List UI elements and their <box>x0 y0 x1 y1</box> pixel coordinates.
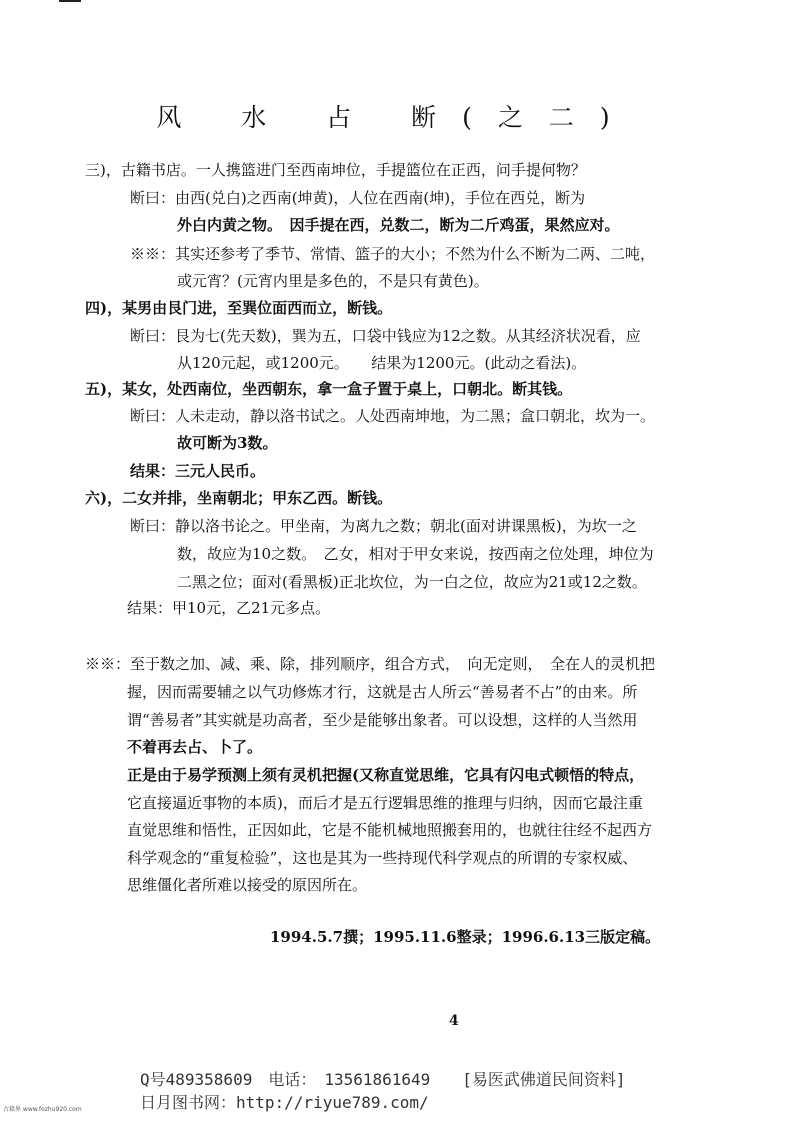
text-line: 断曰：静以洛书论之。甲坐南，为离九之数；朝北(面对讲课黑板)，为坎一之 <box>130 517 637 535</box>
text-line: 断曰：人未走动，静以洛书试之。人处西南坤地，为二黑；盒口朝北，坎为一。 <box>130 407 656 425</box>
top-edge-mark <box>59 0 81 2</box>
text-line: ※※：其实还参考了季节、常情、篮子的大小；不然为什么不断为二两、二吨， <box>130 245 656 263</box>
footer-contact: Q号489358609 电话： 13561861649 [易医武佛道民间资料] <box>140 1070 626 1089</box>
text-line: 数，故应为10之数。 乙女，相对于甲女来说，按西南之位处理，坤位为 <box>177 545 654 563</box>
text-line: 结果：甲10元，乙21元多点。 <box>127 599 331 617</box>
text-line: 六)，二女并排，坐南朝北；甲东乙西。断钱。 <box>85 489 393 507</box>
date-line: 1994.5.7撰；1995.11.6整录；1996.6.13三版定稿。 <box>270 928 661 946</box>
text-line: 外白内黄之物。 因手提在西，兑数二，断为二斤鸡蛋，果然应对。 <box>177 216 620 234</box>
text-line: ※※：至于数之加、减、乘、除，排列顺序，组合方式， 向无定则， 全在人的灵机把 <box>85 655 656 673</box>
text-line: 直觉思维和悟性，正因如此，它是不能机械地照搬套用的，也就往往经不起西方 <box>127 821 653 839</box>
text-line: 谓“善易者”其实就是功高者，至少是能够出象者。可以设想，这样的人当然用 <box>127 711 638 729</box>
text-line: 断曰：由西(兑白)之西南(坤黄)，人位在西南(坤)，手位在西兑，断为 <box>130 189 586 207</box>
text-line: 三)，古籍书店。一人携篮进门至西南坤位，手提篮位在正西，问手提何物？ <box>85 161 586 179</box>
footer-site: 日月图书网：http://riyue789.com/ <box>140 1093 429 1112</box>
text-line: 或元宵？(元宵内里是多色的，不是只有黄色)。 <box>177 272 489 290</box>
text-line: 结果：三元人民币。 <box>130 462 266 480</box>
text-line: 五)，某女，处西南位，坐西朝东，拿一盒子置于桌上，口朝北。断其钱。 <box>85 380 573 398</box>
text-line: 四)，某男由艮门进，至巽位面西而立，断钱。 <box>85 299 393 317</box>
page-number: 4 <box>449 1013 459 1029</box>
page-title: 风 水 占 断(之二) <box>156 103 636 132</box>
text-line: 它直接逼近事物的本质)，而后才是五行逻辑思维的推理与归纳，因而它最注重 <box>127 794 643 812</box>
text-line: 正是由于易学预测上须有灵机把握(又称直觉思维，它具有闪电式顿悟的特点， <box>127 766 645 784</box>
corner-watermark: 古籍界 www.fozhu920.com <box>3 1106 82 1113</box>
text-line: 握，因而需要辅之以气功修炼才行，这就是古人所云“善易者不占”的由来。所 <box>127 683 638 701</box>
text-line: 故可断为3数。 <box>177 434 278 452</box>
text-line: 不着再去占、卜了。 <box>127 738 263 756</box>
text-line: 二黑之位；面对(看黑板)正北坎位，为一白之位，故应为21或12之数。 <box>177 573 647 591</box>
text-line: 从120元起，或1200元。 结果为1200元。(此动之看法)。 <box>177 354 587 372</box>
text-line: 科学观念的“重复检验”，这也是其为一些持现代科学观点的所谓的专家权威、 <box>127 849 638 867</box>
text-line: 断曰：艮为七(先天数)，巽为五，口袋中钱应为12之数。从其经济状况看，应 <box>130 327 641 345</box>
text-line: 思维僵化者所难以接受的原因所在。 <box>127 876 368 894</box>
